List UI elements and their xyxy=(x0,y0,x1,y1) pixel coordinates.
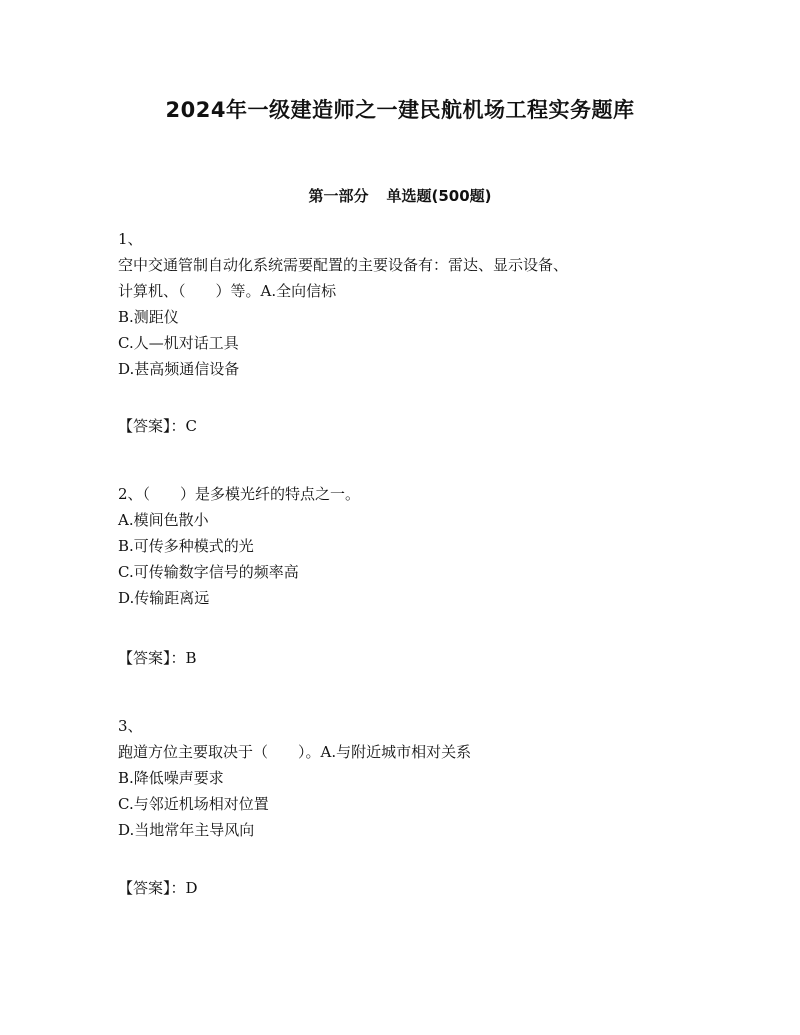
answer-label: 【答案】： xyxy=(118,417,186,435)
section-part: 第一部分 xyxy=(308,187,369,205)
answer-1 xyxy=(118,413,197,439)
option-d: D.甚高频通信设备 xyxy=(118,360,240,378)
option-d: D.传输距离远 xyxy=(118,589,210,607)
answer-value: B xyxy=(185,649,197,667)
answer-3 xyxy=(118,875,198,901)
question-stem-line: 2、（ ）是多模光纤的特点之一。 xyxy=(118,485,361,503)
option-d: D.当地常年主导风向 xyxy=(118,821,255,839)
answer-value: C xyxy=(185,417,197,435)
question-stem-line: 空中交通管制自动化系统需要配置的主要设备有：雷达、显示设备、 xyxy=(118,256,569,274)
question-number: 3、 xyxy=(118,717,143,735)
option-b: B.可传多种模式的光 xyxy=(118,537,254,555)
answer-label: 【答案】： xyxy=(118,879,186,897)
question-number: 1、 xyxy=(118,230,143,248)
section-name: 单选题(500题) xyxy=(386,187,492,205)
question-3 xyxy=(118,713,698,843)
question-stem-line: 计算机、（ ）等。A.全向信标 xyxy=(118,282,337,300)
section-title xyxy=(0,185,800,206)
question-stem-line: 跑道方位主要取决于（ ）。A.与附近城市相对关系 xyxy=(118,743,472,761)
question-2 xyxy=(118,481,698,611)
answer-label: 【答案】： xyxy=(118,649,186,667)
option-c: C.可传输数字信号的频率高 xyxy=(118,563,299,581)
answer-2 xyxy=(118,645,197,671)
option-b: B.测距仪 xyxy=(118,308,179,326)
option-c: C.人—机对话工具 xyxy=(118,334,239,352)
option-c: C.与邻近机场相对位置 xyxy=(118,795,269,813)
question-1 xyxy=(118,226,698,382)
answer-value: D xyxy=(185,879,198,897)
document-title: 2024年一级建造师之一建民航机场工程实务题库 xyxy=(165,98,635,122)
option-a: A.模间色散小 xyxy=(118,511,209,529)
option-b: B.降低噪声要求 xyxy=(118,769,224,787)
